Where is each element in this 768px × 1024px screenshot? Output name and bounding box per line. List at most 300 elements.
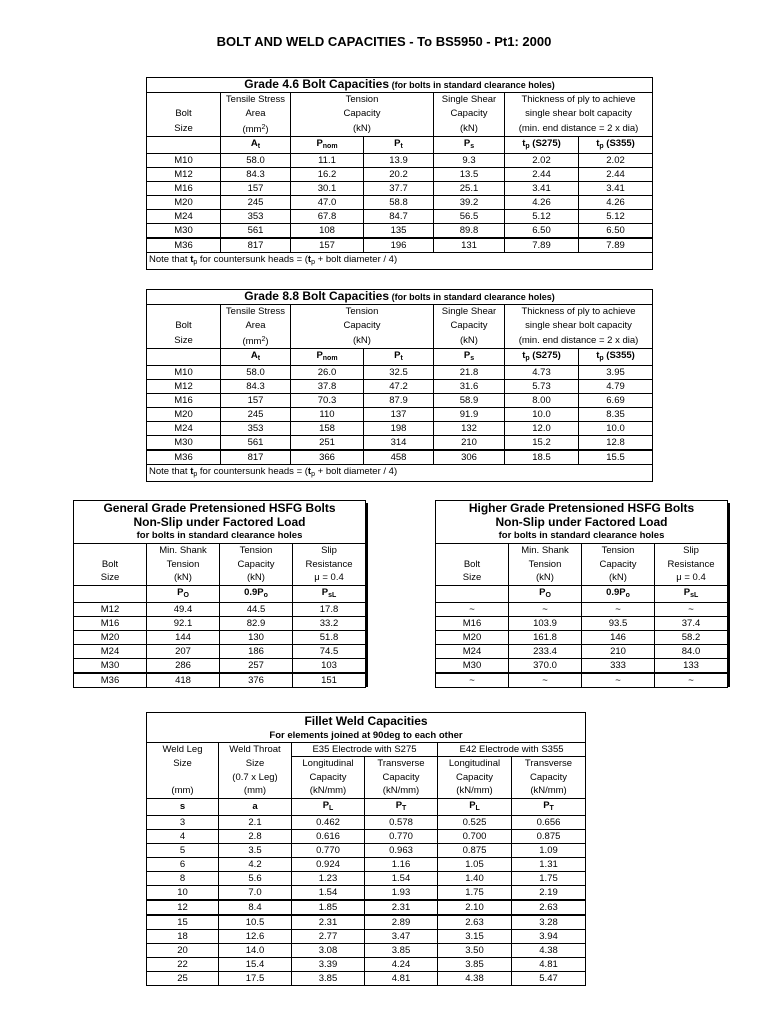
table-cell: M20 [74, 630, 147, 644]
table-cell: 58.0 [221, 153, 291, 167]
table-cell: 15 [147, 915, 219, 930]
sym-tc [220, 585, 293, 602]
table-cell: ~ [436, 602, 509, 616]
grade88-subtitle: (for bolts in standard clearance holes) [391, 292, 555, 302]
e42-long-2: Capacity [438, 770, 512, 784]
table-cell: 2.89 [365, 915, 438, 930]
bolt-header-1: Bolt [101, 558, 119, 570]
sym-ps-sub: s [470, 354, 475, 362]
table-cell: 13.9 [364, 153, 434, 167]
hsfg-higher-body [436, 602, 728, 687]
table-cell: 137 [364, 407, 434, 421]
table-cell: 132 [434, 421, 505, 435]
sym-tp2-tail: (S355) [603, 349, 635, 361]
table-cell: M30 [74, 658, 147, 673]
table-row [147, 843, 586, 857]
table-cell: ~ [582, 673, 655, 688]
sym-at-text: A [250, 137, 258, 149]
fillet-subtitle: For elements joined at 90deg to each other [147, 729, 586, 743]
sym-pnom-text: P [316, 137, 323, 149]
table-cell: 5 [147, 843, 219, 857]
shank-header-1: Min. Shank [147, 543, 220, 557]
table-row [436, 616, 728, 630]
table-cell: 17.8 [293, 602, 366, 616]
table-cell: 32.5 [364, 365, 434, 379]
table-cell: 2.77 [292, 929, 365, 943]
sym-tp1-text: t [522, 349, 526, 361]
table-cell: M10 [147, 153, 221, 167]
throat-header-3: (0.7 x Leg) [219, 770, 292, 784]
note-s2: p [311, 470, 315, 478]
e35-trans-3: (kN/mm) [365, 784, 438, 798]
sym-ps-text: P [463, 137, 471, 149]
table-cell: 37.7 [364, 181, 434, 195]
sym-pnom [291, 136, 364, 153]
table-cell: 251 [291, 435, 364, 450]
note-s1: p [193, 258, 198, 266]
table-cell: 4.26 [579, 195, 653, 209]
sym-psl-sub: sL [328, 591, 337, 599]
sym-tp2-sub: p [599, 354, 604, 362]
hsfg-higher-title-2: Non-Slip under Factored Load [495, 515, 668, 529]
bolt-header-2: Size [174, 334, 193, 346]
grade88-note [147, 464, 653, 481]
table-cell: 7.0 [219, 885, 292, 900]
table-cell: 0.616 [292, 829, 365, 843]
table-cell: 0.700 [438, 829, 512, 843]
table-cell: 0.525 [438, 815, 512, 829]
table-cell: 12.6 [219, 929, 292, 943]
bolt-header-2: Size [174, 122, 193, 134]
grade88-body [147, 365, 653, 464]
table-cell: M20 [147, 195, 221, 209]
table-cell: 2.31 [365, 900, 438, 915]
table-cell: 1.05 [438, 857, 512, 871]
slip-header-3: μ = 0.4 [293, 571, 366, 585]
table-cell: 245 [221, 407, 291, 421]
table-cell: 93.5 [582, 616, 655, 630]
sym-pl-sub: L [475, 804, 480, 812]
table-cell: 84.3 [221, 167, 291, 181]
sym-po [509, 585, 582, 602]
table-row [147, 153, 653, 167]
table-cell: M20 [147, 407, 221, 421]
note-a: Note that [149, 253, 191, 265]
ply-header-1: Thickness of ply to achieve [505, 93, 653, 107]
table-row [436, 644, 728, 658]
table-row [147, 407, 653, 421]
table-cell: 158 [291, 421, 364, 435]
bolt-header [147, 305, 221, 319]
table-cell: 3.85 [292, 971, 365, 985]
table-row [74, 673, 366, 688]
table-cell: 21.8 [434, 365, 505, 379]
sym-tc-text: 0.9P [244, 586, 264, 598]
table-cell: 817 [221, 238, 291, 253]
table-cell: 3.41 [505, 181, 579, 195]
table-cell: 1.40 [438, 871, 512, 885]
ply-header-1: Thickness of ply to achieve [505, 305, 653, 319]
table-cell: 25.1 [434, 181, 505, 195]
throat-header-4: (mm) [219, 784, 292, 798]
sym-tp1-tail: (S275) [529, 137, 561, 149]
table-cell: 1.54 [292, 885, 365, 900]
tension-header-2: Capacity [582, 557, 655, 571]
table-cell: M20 [436, 630, 509, 644]
note-b: for countersunk heads = ( [197, 253, 308, 265]
table-cell: 0.875 [438, 843, 512, 857]
tension-header-2: Capacity [291, 319, 434, 333]
grade46-body [147, 153, 653, 252]
table-cell: 2.31 [292, 915, 365, 930]
sym-pl-text: P [469, 799, 476, 811]
table-cell: 196 [364, 238, 434, 253]
table-cell: 92.1 [147, 616, 220, 630]
shank-header-3: (kN) [147, 571, 220, 585]
sym-tc-sub: o [263, 591, 268, 599]
table-cell: 103 [293, 658, 366, 673]
table-cell: 84.3 [221, 379, 291, 393]
table-cell: M24 [436, 644, 509, 658]
table-cell: 8.4 [219, 900, 292, 915]
sym-po-sub: O [183, 591, 189, 599]
area-header-1: Tensile Stress [221, 93, 291, 107]
table-cell: 74.5 [293, 644, 366, 658]
table-cell: 376 [220, 673, 293, 688]
area-unit: (mm [242, 335, 262, 347]
table-cell: 333 [582, 658, 655, 673]
table-cell: M12 [147, 379, 221, 393]
table-cell: 20.2 [364, 167, 434, 181]
table-cell: 4.2 [219, 857, 292, 871]
grade46-title-cell [147, 78, 653, 93]
table-cell: 2.63 [512, 900, 586, 915]
table-row [147, 900, 586, 915]
sym-psl [655, 585, 728, 602]
table-cell: 103.9 [509, 616, 582, 630]
table-cell: 4.38 [438, 971, 512, 985]
table-cell: 4 [147, 829, 219, 843]
table-cell: 8 [147, 871, 219, 885]
table-row [74, 616, 366, 630]
table-cell: 84.7 [364, 209, 434, 223]
sym-pnom-sub: nom [322, 142, 338, 150]
table-cell: 56.5 [434, 209, 505, 223]
fillet-title: Fillet Weld Capacities [304, 713, 428, 728]
sym-ps-text: P [463, 349, 471, 361]
sym-empty [436, 585, 509, 602]
e42-trans-3: (kN/mm) [512, 784, 586, 798]
table-row [147, 450, 653, 465]
table-cell: 70.3 [291, 393, 364, 407]
tension-header-2: Capacity [220, 557, 293, 571]
table-cell: 14.0 [219, 943, 292, 957]
table-cell: 0.656 [512, 815, 586, 829]
table-cell: 3.85 [365, 943, 438, 957]
sym-pnom-sub: nom [322, 354, 338, 362]
table-cell: 135 [364, 223, 434, 238]
bolt-header-2: Size [100, 572, 120, 584]
shear-header-3: (kN) [434, 333, 505, 349]
table-cell: 157 [221, 393, 291, 407]
table-cell: 3.50 [438, 943, 512, 957]
table-cell: 9.3 [434, 153, 505, 167]
table-cell: 4.73 [505, 365, 579, 379]
table-cell: M24 [147, 209, 221, 223]
ply-header-3: (min. end distance = 2 x dia) [505, 333, 653, 349]
table-cell: 1.09 [512, 843, 586, 857]
sym-empty [74, 585, 147, 602]
sym-pt-e35 [365, 798, 438, 815]
hsfg-higher-title-1: Higher Grade Pretensioned HSFG Bolts [468, 501, 695, 515]
sym-pt-text: P [395, 799, 403, 811]
table-cell: 6 [147, 857, 219, 871]
table-cell: 0.578 [365, 815, 438, 829]
table-cell: M36 [147, 450, 221, 465]
table-cell: 4.38 [512, 943, 586, 957]
table-row [147, 971, 586, 985]
table-cell: 198 [364, 421, 434, 435]
table-row [74, 658, 366, 673]
shank-header-2: Tension [147, 557, 220, 571]
shank-header-2: Tension [509, 557, 582, 571]
sym-pt-e42 [512, 798, 586, 815]
table-cell: 6.69 [579, 393, 653, 407]
e35-trans-2: Capacity [365, 770, 438, 784]
sym-po-text: P [177, 586, 184, 598]
table-cell: 210 [582, 644, 655, 658]
table-cell: 26.0 [291, 365, 364, 379]
table-cell: 3.47 [365, 929, 438, 943]
table-row [147, 393, 653, 407]
table-cell: 3.5 [219, 843, 292, 857]
table-cell: 18 [147, 929, 219, 943]
table-cell: 131 [434, 238, 505, 253]
note-t1: t [190, 253, 194, 265]
table-row [147, 365, 653, 379]
e35-trans-1: Transverse [365, 756, 438, 770]
sym-pt [364, 348, 434, 365]
table-cell: 84.0 [655, 644, 728, 658]
table-row [436, 658, 728, 673]
table-cell: ~ [655, 602, 728, 616]
sym-at-text: A [250, 349, 258, 361]
table-cell: ~ [509, 673, 582, 688]
table-cell: 10.5 [219, 915, 292, 930]
table-cell: 561 [221, 435, 291, 450]
sym-tp2-tail: (S355) [603, 137, 635, 149]
e35-long-2: Capacity [292, 770, 365, 784]
table-cell: 418 [147, 673, 220, 688]
table-cell: 33.2 [293, 616, 366, 630]
table-row [436, 673, 728, 688]
sym-tp1-tail: (S275) [529, 349, 561, 361]
hsfg-higher-table [435, 500, 728, 688]
table-cell: 4.24 [365, 957, 438, 971]
table-cell: 20 [147, 943, 219, 957]
table-cell: 7.89 [505, 238, 579, 253]
table-cell: 5.47 [512, 971, 586, 985]
e42-header: E42 Electrode with S355 [438, 742, 586, 756]
grade46-subtitle: (for bolts in standard clearance holes) [391, 80, 555, 90]
sym-po [147, 585, 220, 602]
bolt-header-1: Bolt [463, 558, 481, 570]
sym-po-text: P [539, 586, 546, 598]
table-cell: 5.12 [579, 209, 653, 223]
grade46-table [146, 77, 653, 270]
table-row [74, 630, 366, 644]
table-row [436, 602, 728, 616]
table-cell: M16 [74, 616, 147, 630]
grade46-title: Grade 4.6 Bolt Capacities [244, 77, 390, 91]
table-cell: 58.0 [221, 365, 291, 379]
table-cell: 49.4 [147, 602, 220, 616]
ply-header-2: single shear bolt capacity [505, 107, 653, 121]
table-cell: 44.5 [220, 602, 293, 616]
table-row [147, 871, 586, 885]
table-cell: 157 [221, 181, 291, 195]
table-row [147, 829, 586, 843]
bolt-header-1: Bolt [175, 108, 192, 119]
table-row [147, 181, 653, 195]
shear-header-2: Capacity [434, 319, 505, 333]
table-cell: 151 [293, 673, 366, 688]
table-cell: 91.9 [434, 407, 505, 421]
sym-psl-text: P [321, 586, 329, 598]
e35-long-3: (kN/mm) [292, 784, 365, 798]
throat-header-1: Weld Throat [219, 742, 292, 756]
slip-header-3: μ = 0.4 [655, 571, 728, 585]
table-cell: 12.0 [505, 421, 579, 435]
sym-tp2 [579, 348, 653, 365]
hsfg-general-subtitle: for bolts in standard clearance holes [74, 529, 366, 543]
table-cell: 146 [582, 630, 655, 644]
area-unit-sup: 2 [261, 335, 266, 343]
sym-ps [434, 348, 505, 365]
table-cell: 817 [221, 450, 291, 465]
table-cell: 7.89 [579, 238, 653, 253]
table-cell: 8.35 [579, 407, 653, 421]
shear-header-1: Single Shear [434, 305, 505, 319]
e42-trans-1: Transverse [512, 756, 586, 770]
sym-empty [147, 348, 221, 365]
sym-tc-text: 0.9P [606, 586, 626, 598]
table-cell: 58.2 [655, 630, 728, 644]
table-cell: 2.44 [505, 167, 579, 181]
table-cell: M16 [436, 616, 509, 630]
table-cell: 207 [147, 644, 220, 658]
table-cell: 15.5 [579, 450, 653, 465]
hsfg-general-table [73, 500, 366, 688]
table-cell: M30 [436, 658, 509, 673]
table-row [147, 857, 586, 871]
table-cell: 3.28 [512, 915, 586, 930]
table-cell: 133 [655, 658, 728, 673]
grade88-title: Grade 8.8 Bolt Capacities [244, 289, 390, 303]
shear-header-2: Capacity [434, 107, 505, 121]
bolt-header [436, 543, 509, 557]
table-cell: 3 [147, 815, 219, 829]
table-cell: 3.95 [579, 365, 653, 379]
table-row [147, 885, 586, 900]
sym-ps [434, 136, 505, 153]
sym-pnom [291, 348, 364, 365]
table-cell: 561 [221, 223, 291, 238]
shank-header-3: (kN) [509, 571, 582, 585]
table-cell: ~ [655, 673, 728, 688]
sym-tp1-sub: p [525, 142, 530, 150]
table-cell: 37.8 [291, 379, 364, 393]
table-cell: 458 [364, 450, 434, 465]
table-cell: 2.10 [438, 900, 512, 915]
note-t1: t [190, 465, 194, 477]
leg-header-4: (mm) [171, 785, 194, 797]
tension-header-1: Tension [291, 305, 434, 319]
tension-header-3: (kN) [220, 571, 293, 585]
table-cell: 233.4 [509, 644, 582, 658]
note-b: for countersunk heads = ( [197, 465, 308, 477]
note-c: + bolt diameter / 4) [315, 253, 398, 265]
sym-tp2-sub: p [599, 142, 604, 150]
table-cell: 0.462 [292, 815, 365, 829]
table-cell: 366 [291, 450, 364, 465]
table-row [147, 957, 586, 971]
tension-header-1: Tension [291, 93, 434, 107]
table-cell: 1.16 [365, 857, 438, 871]
grade88-title-cell [147, 290, 653, 305]
table-cell: 17.5 [219, 971, 292, 985]
table-cell: 257 [220, 658, 293, 673]
table-cell: 18.5 [505, 450, 579, 465]
note-a: Note that [149, 465, 191, 477]
table-cell: M36 [147, 238, 221, 253]
table-cell: 16.2 [291, 167, 364, 181]
table-cell: 353 [221, 421, 291, 435]
table-cell: 31.6 [434, 379, 505, 393]
sym-tp1 [505, 136, 579, 153]
sym-pt-text: P [394, 349, 401, 361]
table-cell: 3.85 [438, 957, 512, 971]
table-cell: 2.19 [512, 885, 586, 900]
table-row [147, 929, 586, 943]
table-cell: 13.5 [434, 167, 505, 181]
sym-tp1-sub: p [525, 354, 530, 362]
shear-header-1: Single Shear [434, 93, 505, 107]
table-cell: 161.8 [509, 630, 582, 644]
table-cell: 306 [434, 450, 505, 465]
table-cell: 2.1 [219, 815, 292, 829]
table-cell: 144 [147, 630, 220, 644]
area-header-3: $(mm^2)$ [221, 121, 291, 137]
table-cell: 314 [364, 435, 434, 450]
table-cell: 5.12 [505, 209, 579, 223]
shank-header-1: Min. Shank [509, 543, 582, 557]
note-c: + bolt diameter / 4) [315, 465, 398, 477]
table-cell: M36 [74, 673, 147, 688]
table-cell: M30 [147, 223, 221, 238]
hsfg-general-body [74, 602, 366, 687]
sym-psl-sub: sL [690, 591, 699, 599]
table-cell: 2.02 [505, 153, 579, 167]
table-row [147, 435, 653, 450]
table-cell: 15.4 [219, 957, 292, 971]
sym-tp2 [579, 136, 653, 153]
table-cell: 89.8 [434, 223, 505, 238]
slip-header-1: Slip [293, 543, 366, 557]
table-row [147, 421, 653, 435]
sym-a: a [219, 798, 292, 815]
fillet-table [146, 712, 586, 986]
